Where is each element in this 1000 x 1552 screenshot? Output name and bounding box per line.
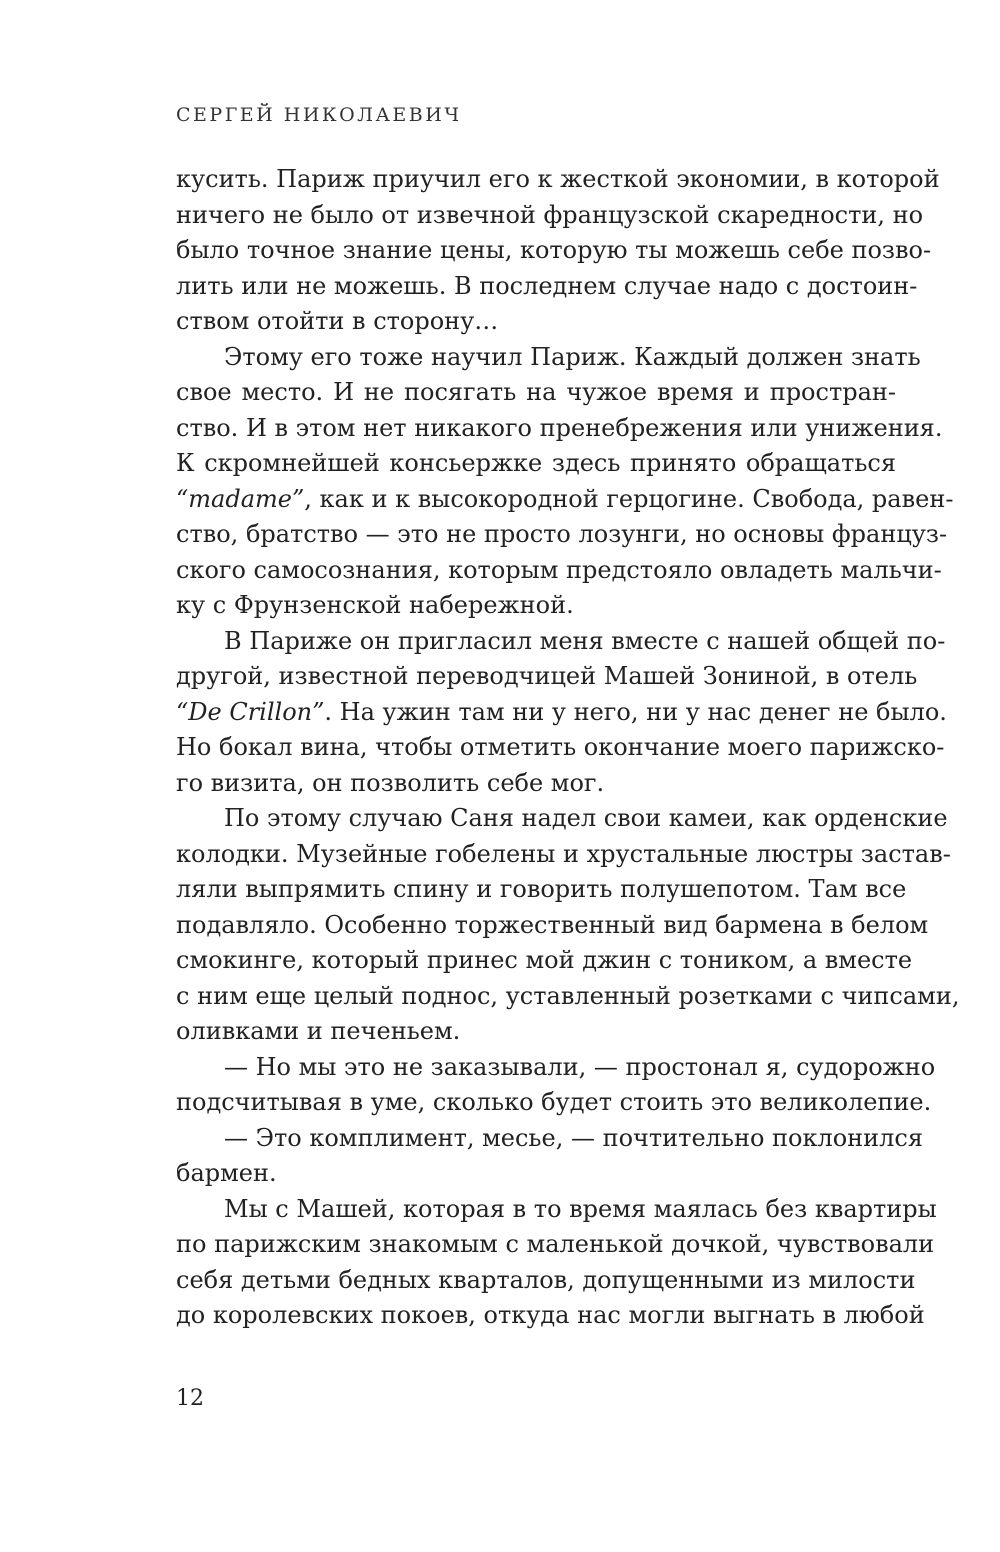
- text-segment: — Это комплимент, месье, — почтительно поклонился: [224, 1123, 923, 1152]
- text-line: [176, 1050, 936, 1086]
- text-line: [176, 233, 932, 269]
- text-line: [176, 553, 942, 589]
- text-line: [176, 446, 896, 482]
- text-segment: кусить. Париж приучил его к жесткой экономии, в которой: [176, 165, 940, 193]
- text-segment: себя детьми бедных кварталов, допущенными из милости: [176, 1265, 916, 1294]
- text-segment: оливками и печеньем.: [176, 1017, 461, 1045]
- text-segment: — Но мы это не заказывали, — простонал я, судорожно: [224, 1052, 936, 1081]
- text-segment: смокинге, который принес мой джин с тоником, а вместе: [176, 946, 913, 974]
- text-line: [176, 624, 946, 660]
- text-line: [176, 801, 948, 837]
- text-segment: ством отойти в сторону…: [176, 307, 499, 335]
- text-line: [176, 162, 940, 198]
- text-line: [176, 1156, 896, 1192]
- text-segment: другой, известной переводчицей Машей Зониной, в отель: [176, 662, 918, 690]
- text-line: [176, 659, 918, 695]
- text-segment: К скромнейшей консьержке здесь принято обращаться: [176, 449, 896, 477]
- text-segment: . На ужин там ни у него, ни у нас денег не было.: [324, 697, 947, 726]
- text-line: [176, 411, 943, 447]
- text-segment: Мы с Машей, которая в то время маялась без квартиры: [224, 1194, 937, 1223]
- text-line: [176, 943, 913, 979]
- text-line: [176, 1298, 925, 1334]
- text-line: [176, 375, 896, 411]
- text-segment: подсчитывая в уме, сколько будет стоить это великолепие.: [176, 1088, 932, 1116]
- text-line: [176, 1227, 935, 1263]
- text-line: [176, 1085, 932, 1121]
- text-line: [176, 304, 896, 340]
- text-segment: го визита, он позволить себе мог.: [176, 768, 605, 797]
- text-line: [176, 872, 907, 908]
- text-line: [176, 1263, 916, 1299]
- text-segment: В Париже он пригласил меня вместе с нашей общей по-: [224, 626, 946, 655]
- text-segment: ку с Фрунзенской набережной.: [176, 591, 574, 619]
- text-line: [176, 1014, 896, 1050]
- body-text: [176, 162, 960, 1334]
- text-segment: , как и к высокородной герцогине. Свобода, равен-: [304, 484, 954, 513]
- text-segment: было точное знание цены, которую ты можешь себе позво-: [176, 236, 932, 264]
- text-line: [176, 482, 954, 518]
- text-line: [176, 198, 924, 234]
- text-segment: ляли выпрямить спину и говорить полушепотом. Там все: [176, 875, 907, 903]
- text-line: [176, 340, 921, 376]
- text-line: [176, 588, 896, 624]
- text-segment: бармен.: [176, 1159, 277, 1187]
- italic-text: “De Crillon”: [176, 697, 325, 726]
- text-line: [176, 1192, 937, 1228]
- text-line: [176, 766, 896, 802]
- text-segment: подавляло. Особенно торжественный вид бармена в белом: [176, 910, 929, 939]
- text-line: [176, 1121, 923, 1157]
- text-segment: до королевских покоев, откуда нас могли выгнать в любой: [176, 1301, 925, 1329]
- text-segment: По этому случаю Саня надел свои камеи, как орденские: [224, 804, 948, 832]
- text-line: [176, 695, 947, 731]
- text-segment: ничего не было от извечной французской скаредности, но: [176, 200, 924, 229]
- text-segment: ство, братство — это не просто лозунги, но основы француз-: [176, 520, 948, 548]
- text-segment: ского самосознания, которым предстояло овладеть мальчи-: [176, 555, 942, 584]
- text-line: [176, 908, 929, 944]
- text-segment: по парижским знакомым с маленькой дочкой, чувствовали: [176, 1230, 935, 1258]
- text-line: [176, 517, 948, 553]
- text-segment: лить или не можешь. В последнем случае надо с достоин-: [176, 271, 918, 300]
- text-segment: ство. И в этом нет никакого пренебрежения или унижения.: [176, 413, 943, 442]
- text-line: [176, 837, 951, 873]
- text-line: [176, 730, 945, 766]
- running-head: СЕРГЕЙ НИКОЛАЕВИЧ: [176, 104, 462, 126]
- text-line: [176, 979, 960, 1015]
- text-segment: с ним еще целый поднос, уставленный розетками с чипсами,: [176, 981, 960, 1010]
- text-segment: свое место. И не посягать на чужое время и простран-: [176, 378, 896, 406]
- page-number: 12: [176, 1386, 204, 1411]
- text-segment: Этому его тоже научил Париж. Каждый должен знать: [224, 342, 921, 371]
- text-line: [176, 269, 918, 305]
- italic-text: “madame”: [176, 484, 305, 513]
- text-segment: Но бокал вина, чтобы отметить окончание моего парижско-: [176, 733, 945, 761]
- text-segment: колодки. Музейные гобелены и хрустальные люстры застав-: [176, 839, 951, 868]
